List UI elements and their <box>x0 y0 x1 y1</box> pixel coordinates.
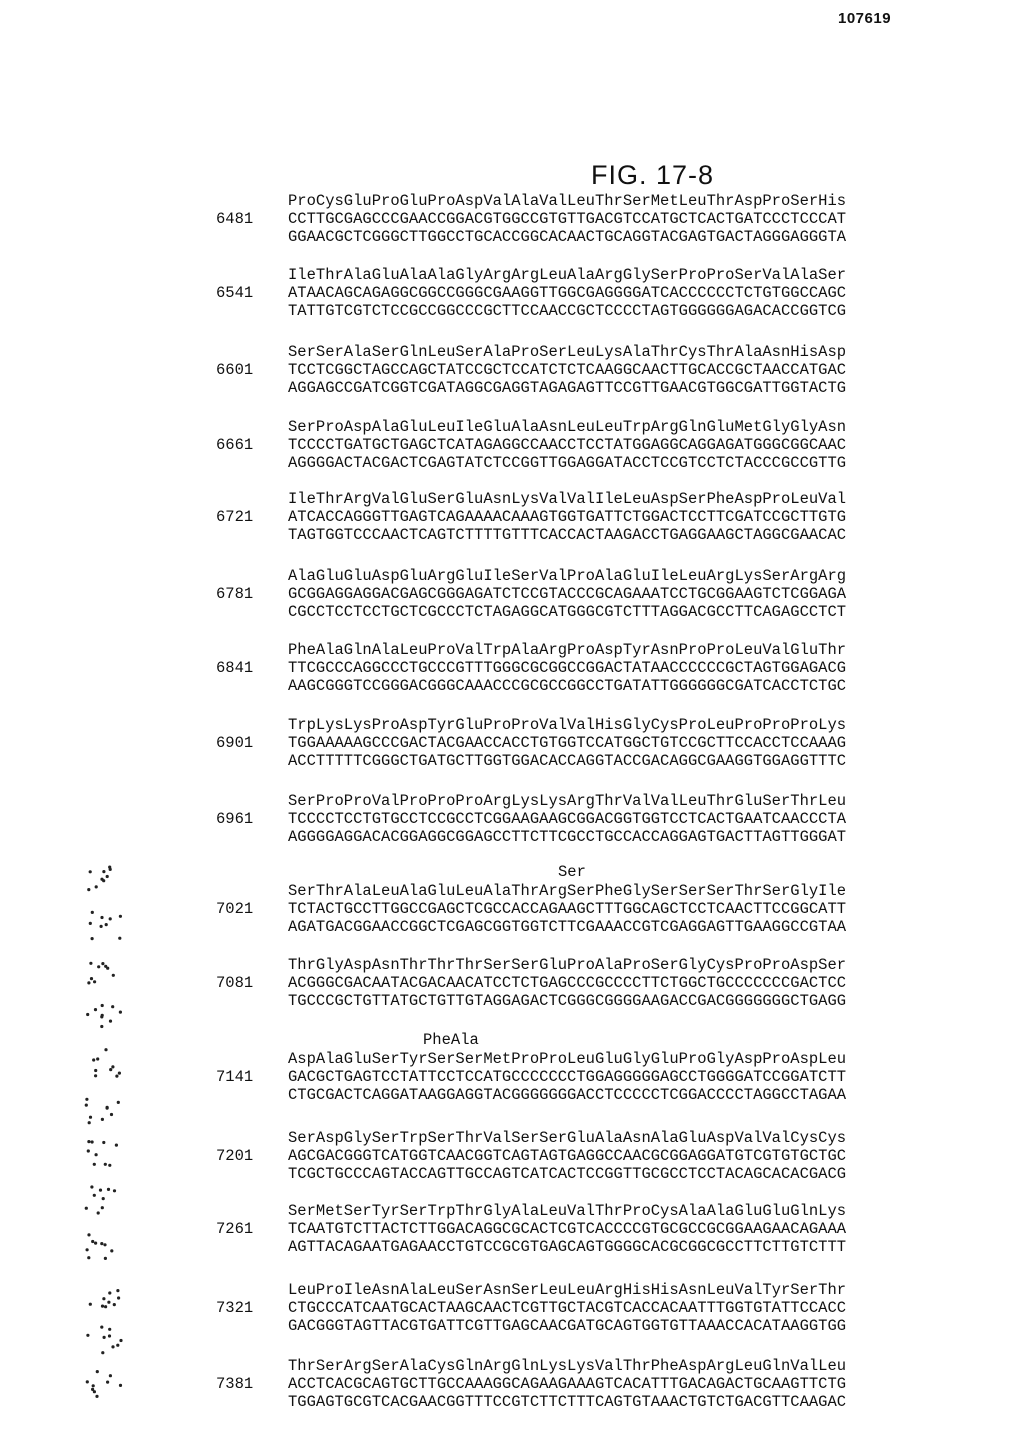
protein-line: SerMetSerTyrSerTrpThrGlyAlaLeuValThrProCysAlaAlaGluGluGlnLys <box>288 1202 847 1220</box>
coding-line: ACGGGCGACAATACGACAACATCCTCTGAGCCCGCCCCTTCTGGCTGCCCCCCCGACTCC <box>288 974 847 992</box>
complement-line: AGGAGCCGATCGGTCGATAGGCGAGGTAGAGAGTTCCGTTGAACGTGGCGATTGGTACTG <box>288 379 847 397</box>
position-number: 7081 <box>216 974 254 992</box>
perforation-stamp <box>80 855 130 1415</box>
complement-line: AGTTACAGAATGAGAACCTGTCCGCGTGAGCAGTGGGGCACGCGGCGCCTTCTTGTCTTT <box>288 1238 847 1256</box>
position-number: 6901 <box>216 734 254 752</box>
coding-line: GACGCTGAGTCCTATTCCTCCATGCCCCCCCTGGAGGGGGAGCCTGGGGATCCGGATCTT <box>288 1068 847 1086</box>
position-number: 6661 <box>216 436 254 454</box>
complement-line: TGCCCGCTGTTATGCTGTTGTAGGAGACTCGGGCGGGGAAGACCGACGGGGGGGCTGAGG <box>288 992 847 1010</box>
coding-line: ACCTCACGCAGTGCTTGCCAAAGGCAGAAGAAAGTCACATTTGACAGACTGCAAGTTCTG <box>288 1375 847 1393</box>
protein-line: SerProProValProProProArgLysLysArgThrValValLeuThrGluSerThrLeu <box>288 792 847 810</box>
coding-line: TCCCCTCCTGTGCCTCCGCCTCGGAAGAAGCGGACGGTGGTCCTCACTGAATCAACCCTA <box>288 810 847 828</box>
coding-line: TCTACTGCCTTGGCCGAGCTCGCCACCAGAAGCTTTGGCAGCTCCTCAACTTCCGGCATT <box>288 900 847 918</box>
coding-line: TCCTCGGCTAGCCAGCTATCCGCTCCATCTCTCAAGGCAACTTGCACCGCTAACCATGAC <box>288 361 847 379</box>
protein-line: AspAlaGluSerTyrSerSerMetProProLeuGluGlyGluProGlyAspProAspLeu <box>288 1050 847 1068</box>
position-number: 6841 <box>216 659 254 677</box>
coding-line: TCCCCTGATGCTGAGCTCATAGAGGCCAACCTCCTATGGAGGCAGGAGATGGGCGGCAAC <box>288 436 847 454</box>
coding-line: AGCGACGGGTCATGGTCAACGGTCAGTAGTGAGGCCAACGCGGAGGATGTCGTGTGCTGC <box>288 1147 847 1165</box>
coding-line: GCGGAGGAGGACGAGCGGGAGATCTCCGTACCCGCAGAAATCCTGCGGAAGTCTCGGAGA <box>288 585 847 603</box>
protein-line: IleThrArgValGluSerGluAsnLysValValIleLeuAspSerPheAspProLeuVal <box>288 490 847 508</box>
protein-line: ThrSerArgSerAlaCysGlnArgGlnLysLysValThrPheAspArgLeuGlnValLeu <box>288 1357 847 1375</box>
position-number: 6781 <box>216 585 254 603</box>
position-number: 6601 <box>216 361 254 379</box>
complement-line: GACGGGTAGTTACGTGATTCGTTGAGCAACGATGCAGTGGTGTTAAACCACATAAGGTGG <box>288 1317 847 1335</box>
coding-line: ATAACAGCAGAGGCGGCCGGGCGAAGGTTGGCGAGGGGATCACCCCCCTCTGTGGCCAGC <box>288 284 847 302</box>
position-number: 7261 <box>216 1220 254 1238</box>
protein-line: SerThrAlaLeuAlaGluLeuAlaThrArgSerPheGlySerSerSerThrSerGlyIle <box>288 882 847 900</box>
variant-annotation: Ser <box>558 863 586 881</box>
complement-line: ACCTTTTTCGGGCTGATGCTTGGTGGACACCAGGTACCGACAGGCGAAGGTGGAGGTTTC <box>288 752 847 770</box>
complement-line: AGGGGAGGACACGGAGGCGGAGCCTTCTTCGCCTGCCACCAGGAGTGACTTAGTTGGGAT <box>288 828 847 846</box>
position-number: 6481 <box>216 210 254 228</box>
complement-line: TAGTGGTCCCAACTCAGTCTTTTGTTTCACCACTAAGACCTGAGGAAGCTAGGCGAACAC <box>288 526 847 544</box>
variant-annotation: PheAla <box>423 1031 479 1049</box>
complement-line: GGAACGCTCGGGCTTGGCCTGCACCGGCACAACTGCAGGTACGAGTGACTAGGGAGGGTA <box>288 228 847 246</box>
coding-line: ATCACCAGGGTTGAGTCAGAAAACAAAGTGGTGATTCTGGACTCCTTCGATCCGCTTGTG <box>288 508 847 526</box>
position-number: 7381 <box>216 1375 254 1393</box>
protein-line: TrpLysLysProAspTyrGluProProValValHisGlyCysProLeuProProProLys <box>288 716 847 734</box>
protein-line: AlaGluGluAspGluArgGluIleSerValProAlaGluIleLeuArgLysSerArgArg <box>288 567 847 585</box>
complement-line: TATTGTCGTCTCCGCCGGCCCGCTTCCAACCGCTCCCCTAGTGGGGGGAGACACCGGTCG <box>288 302 847 320</box>
position-number: 6721 <box>216 508 254 526</box>
protein-line: PheAlaGlnAlaLeuProValTrpAlaArgProAspTyrAsnProProLeuValGluThr <box>288 641 847 659</box>
figure-title: FIG. 17-8 <box>591 160 715 190</box>
protein-line: ProCysGluProGluProAspValAlaValLeuThrSerMetLeuThrAspProSerHis <box>288 192 847 210</box>
position-number: 6541 <box>216 284 254 302</box>
position-number: 7321 <box>216 1299 254 1317</box>
protein-line: ThrGlyAspAsnThrThrThrSerSerGluProAlaProSerGlyCysProProAspSer <box>288 956 847 974</box>
coding-line: TTCGCCCAGGCCCTGCCCGTTTGGGCGCGGCCGGACTATAACCCCCCGCTAGTGGAGACG <box>288 659 847 677</box>
protein-line: SerProAspAlaGluLeuIleGluAlaAsnLeuLeuTrpArgGlnGluMetGlyGlyAsn <box>288 418 847 436</box>
coding-line: CTGCCCATCAATGCACTAAGCAACTCGTTGCTACGTCACCACAATTTGGTGTATTCCACC <box>288 1299 847 1317</box>
position-number: 7021 <box>216 900 254 918</box>
coding-line: CCTTGCGAGCCCGAACCGGACGTGGCCGTGTTGACGTCCATGCTCACTGATCCCTCCCAT <box>288 210 847 228</box>
coding-line: TGGAAAAAGCCCGACTACGAACCACCTGTGGTCCATGGCTGTCCGCTTCCACCTCCAAAG <box>288 734 847 752</box>
complement-line: AGGGGACTACGACTCGAGTATCTCCGGTTGGAGGATACCTCCGTCCTCTACCCGCCGTTG <box>288 454 847 472</box>
complement-line: TGGAGTGCGTCACGAACGGTTTCCGTCTTCTTTCAGTGTAAACTGTCTGACGTTCAAGAC <box>288 1393 847 1411</box>
position-number: 6961 <box>216 810 254 828</box>
position-number: 7201 <box>216 1147 254 1165</box>
protein-line: SerAspGlySerTrpSerThrValSerSerGluAlaAsnAlaGluAspValValCysCys <box>288 1129 847 1147</box>
complement-line: TCGCTGCCCAGTACCAGTTGCCAGTCATCACTCCGGTTGCGCCTCCTACAGCACACGACG <box>288 1165 847 1183</box>
complement-line: CTGCGACTCAGGATAAGGAGGTACGGGGGGGACCTCCCCCTCGGACCCCTAGGCCTAGAA <box>288 1086 847 1104</box>
protein-line: IleThrAlaGluAlaAlaGlyArgArgLeuAlaArgGlySerProProSerValAlaSer <box>288 266 847 284</box>
coding-line: TCAATGTCTTACTCTTGGACAGGCGCACTCGTCACCCCGTGCGCCGCGGAAGAACAGAAA <box>288 1220 847 1238</box>
protein-line: SerSerAlaSerGlnLeuSerAlaProSerLeuLysAlaThrCysThrAlaAsnHisAsp <box>288 343 847 361</box>
protein-line: LeuProIleAsnAlaLeuSerAsnSerLeuLeuArgHisHisAsnLeuValTyrSerThr <box>288 1281 847 1299</box>
complement-line: AAGCGGGTCCGGGACGGGCAAACCCGCGCCGGCCTGATATTGGGGGGCGATCACCTCTGC <box>288 677 847 695</box>
complement-line: CGCCTCCTCCTGCTCGCCCTCTAGAGGCATGGGCGTCTTTAGGACGCCTTCAGAGCCTCT <box>288 603 847 621</box>
complement-line: AGATGACGGAACCGGCTCGAGCGGTGGTCTTCGAAACCGTCGAGGAGTTGAAGGCCGTAA <box>288 918 847 936</box>
position-number: 7141 <box>216 1068 254 1086</box>
document-number: 107619 <box>838 10 892 27</box>
